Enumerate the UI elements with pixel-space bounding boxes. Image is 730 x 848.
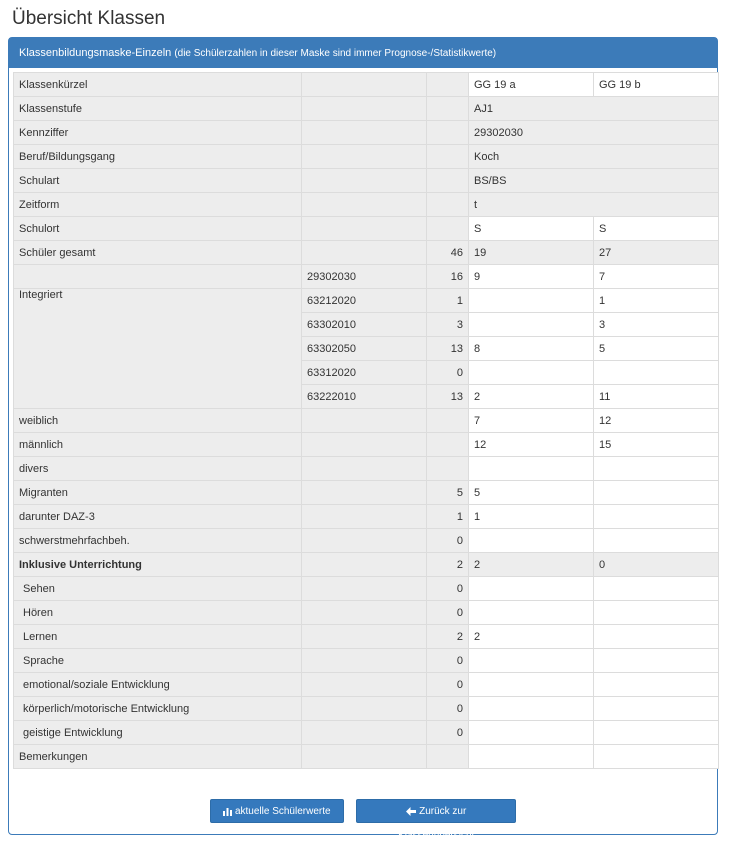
row-sub bbox=[302, 73, 427, 97]
class-b-value: 0 bbox=[594, 553, 719, 577]
row-sub bbox=[302, 577, 427, 601]
row-sub bbox=[302, 169, 427, 193]
table-row bbox=[14, 193, 719, 217]
page-title: Übersicht Klassen bbox=[12, 8, 166, 29]
class-b-value bbox=[594, 505, 719, 529]
row-total: 0 bbox=[427, 601, 469, 625]
table-row bbox=[14, 409, 719, 433]
class-b-value bbox=[594, 601, 719, 625]
row-sub bbox=[302, 649, 427, 673]
table-row bbox=[14, 265, 719, 289]
row-sub bbox=[302, 457, 427, 481]
class-a-value: 5 bbox=[469, 481, 594, 505]
table-row bbox=[14, 673, 719, 697]
class-b-value: S bbox=[594, 217, 719, 241]
current-student-values-label: aktuelle Schülerwerte bbox=[234, 806, 331, 817]
row-label: Schulart bbox=[14, 169, 302, 193]
row-label: Klassenkürzel bbox=[14, 73, 302, 97]
class-b-value: 15 bbox=[594, 433, 719, 457]
class-b-remark bbox=[594, 745, 719, 769]
row-sub bbox=[302, 601, 427, 625]
row-total: 0 bbox=[427, 529, 469, 553]
row-total: 0 bbox=[427, 577, 469, 601]
class-b-value: 3 bbox=[594, 313, 719, 337]
class-a-value bbox=[469, 649, 594, 673]
class-level-value: AJ1 bbox=[469, 97, 719, 121]
table-row bbox=[14, 745, 719, 769]
table-row bbox=[14, 457, 719, 481]
class-b-value: 27 bbox=[594, 241, 719, 265]
row-label: geistige Entwicklung bbox=[14, 721, 302, 745]
row-sub bbox=[302, 433, 427, 457]
class-b-value bbox=[594, 673, 719, 697]
class-a-value bbox=[469, 577, 594, 601]
table-row bbox=[14, 289, 719, 313]
arrow-left-icon bbox=[406, 807, 416, 816]
row-label: Beruf/Bildungsgang bbox=[14, 145, 302, 169]
class-a-value bbox=[469, 289, 594, 313]
row-label: Sehen bbox=[14, 577, 302, 601]
row-total bbox=[427, 73, 469, 97]
row-sub bbox=[302, 409, 427, 433]
time-form-value: t bbox=[469, 193, 719, 217]
row-sub bbox=[302, 145, 427, 169]
row-label: Integriert bbox=[14, 289, 302, 409]
row-total: 0 bbox=[427, 649, 469, 673]
row-total bbox=[427, 217, 469, 241]
row-label bbox=[14, 265, 302, 289]
table-row bbox=[14, 217, 719, 241]
row-total: 1 bbox=[427, 289, 469, 313]
row-total: 13 bbox=[427, 337, 469, 361]
class-b-value: 12 bbox=[594, 409, 719, 433]
panel-footer bbox=[9, 798, 717, 841]
row-total: 2 bbox=[427, 553, 469, 577]
class-a-value: 2 bbox=[469, 625, 594, 649]
row-total: 13 bbox=[427, 385, 469, 409]
row-total: 46 bbox=[427, 241, 469, 265]
class-b-value bbox=[594, 649, 719, 673]
row-total bbox=[427, 121, 469, 145]
table-row bbox=[14, 241, 719, 265]
row-label: Migranten bbox=[14, 481, 302, 505]
row-total bbox=[427, 145, 469, 169]
class-b-value bbox=[594, 361, 719, 385]
table-row bbox=[14, 505, 719, 529]
row-label: darunter DAZ-3 bbox=[14, 505, 302, 529]
row-total: 3 bbox=[427, 313, 469, 337]
row-label: weiblich bbox=[14, 409, 302, 433]
row-label: Lernen bbox=[14, 625, 302, 649]
table-row bbox=[14, 481, 719, 505]
class-b-value bbox=[594, 697, 719, 721]
panel-title: Klassenbildungsmaske-Einzeln bbox=[19, 47, 172, 59]
table-row bbox=[14, 145, 719, 169]
class-a-value: 8 bbox=[469, 337, 594, 361]
class-a-value bbox=[469, 721, 594, 745]
row-sub bbox=[302, 241, 427, 265]
row-label: emotional/soziale Entwicklung bbox=[14, 673, 302, 697]
panel-subtitle: (die Schülerzahlen in dieser Maske sind immer Prognose-/Statistikwerte) bbox=[174, 48, 497, 59]
class-a-value: 2 bbox=[469, 385, 594, 409]
row-sub: 63312020 bbox=[302, 361, 427, 385]
row-sub bbox=[302, 721, 427, 745]
row-sub bbox=[302, 625, 427, 649]
row-total: 1 bbox=[427, 505, 469, 529]
table-row bbox=[14, 433, 719, 457]
class-a-value: 12 bbox=[469, 433, 594, 457]
table-row bbox=[14, 553, 719, 577]
row-label: Bemerkungen bbox=[14, 745, 302, 769]
class-data-table bbox=[13, 72, 719, 769]
row-total bbox=[427, 97, 469, 121]
class-a-value bbox=[469, 673, 594, 697]
table-row bbox=[14, 697, 719, 721]
row-sub: 63302050 bbox=[302, 337, 427, 361]
row-total bbox=[427, 745, 469, 769]
table-row bbox=[14, 577, 719, 601]
row-label: männlich bbox=[14, 433, 302, 457]
bar-chart-icon bbox=[223, 807, 232, 816]
row-total bbox=[427, 457, 469, 481]
class-b-value bbox=[594, 529, 719, 553]
class-b-code: GG 19 b bbox=[594, 73, 719, 97]
row-sub: 29302030 bbox=[302, 265, 427, 289]
class-a-code: GG 19 a bbox=[469, 73, 594, 97]
row-total: 2 bbox=[427, 625, 469, 649]
row-sub bbox=[302, 193, 427, 217]
row-sub bbox=[302, 553, 427, 577]
table-row bbox=[14, 169, 719, 193]
row-total bbox=[427, 193, 469, 217]
row-sub bbox=[302, 529, 427, 553]
class-a-value: 19 bbox=[469, 241, 594, 265]
class-a-value bbox=[469, 313, 594, 337]
row-label: körperlich/motorische Entwicklung bbox=[14, 697, 302, 721]
table-row bbox=[14, 649, 719, 673]
row-sub bbox=[302, 97, 427, 121]
row-label: schwerstmehrfachbeh. bbox=[14, 529, 302, 553]
row-sub bbox=[302, 121, 427, 145]
row-sub bbox=[302, 481, 427, 505]
back-to-class-overview-label: Zurück zur Klassenübersicht bbox=[398, 806, 475, 841]
school-type-value: BS/BS bbox=[469, 169, 719, 193]
row-total: 0 bbox=[427, 673, 469, 697]
table-row bbox=[14, 625, 719, 649]
row-sub: 63222010 bbox=[302, 385, 427, 409]
class-b-value bbox=[594, 457, 719, 481]
panel-heading bbox=[9, 38, 717, 68]
row-sub: 63212020 bbox=[302, 289, 427, 313]
class-b-value: 1 bbox=[594, 289, 719, 313]
row-sub: 63302010 bbox=[302, 313, 427, 337]
row-sub bbox=[302, 217, 427, 241]
class-a-value: S bbox=[469, 217, 594, 241]
class-a-value: 1 bbox=[469, 505, 594, 529]
class-b-value: 5 bbox=[594, 337, 719, 361]
class-a-value: 9 bbox=[469, 265, 594, 289]
table-row bbox=[14, 121, 719, 145]
code-number-value: 29302030 bbox=[469, 121, 719, 145]
class-b-value bbox=[594, 625, 719, 649]
row-sub bbox=[302, 745, 427, 769]
class-a-value bbox=[469, 697, 594, 721]
table-row bbox=[14, 601, 719, 625]
class-b-value: 7 bbox=[594, 265, 719, 289]
profession-value: Koch bbox=[469, 145, 719, 169]
class-a-value: 2 bbox=[469, 553, 594, 577]
row-total bbox=[427, 433, 469, 457]
table-row bbox=[14, 73, 719, 97]
class-a-remark bbox=[469, 745, 594, 769]
class-a-value bbox=[469, 361, 594, 385]
table-row bbox=[14, 721, 719, 745]
row-label: Hören bbox=[14, 601, 302, 625]
row-label: Kennziffer bbox=[14, 121, 302, 145]
table-row bbox=[14, 529, 719, 553]
row-label: Sprache bbox=[14, 649, 302, 673]
row-total bbox=[427, 409, 469, 433]
row-total: 0 bbox=[427, 361, 469, 385]
class-a-value bbox=[469, 457, 594, 481]
row-total: 5 bbox=[427, 481, 469, 505]
class-a-value bbox=[469, 529, 594, 553]
row-total: 0 bbox=[427, 697, 469, 721]
panel-body bbox=[9, 68, 717, 769]
class-b-value bbox=[594, 577, 719, 601]
row-label: Schüler gesamt bbox=[14, 241, 302, 265]
current-student-values-button[interactable] bbox=[210, 799, 344, 823]
row-sub bbox=[302, 673, 427, 697]
row-total: 0 bbox=[427, 721, 469, 745]
row-label: Klassenstufe bbox=[14, 97, 302, 121]
class-a-value: 7 bbox=[469, 409, 594, 433]
row-total bbox=[427, 169, 469, 193]
row-label: Zeitform bbox=[14, 193, 302, 217]
row-label: divers bbox=[14, 457, 302, 481]
class-formation-panel bbox=[8, 37, 718, 841]
row-total: 16 bbox=[427, 265, 469, 289]
class-b-value bbox=[594, 481, 719, 505]
row-label: Schulort bbox=[14, 217, 302, 241]
row-label: Inklusive Unterrichtung bbox=[14, 553, 302, 577]
class-a-value bbox=[469, 601, 594, 625]
class-b-value bbox=[594, 721, 719, 745]
class-b-value: 11 bbox=[594, 385, 719, 409]
row-sub bbox=[302, 697, 427, 721]
row-sub bbox=[302, 505, 427, 529]
table-row bbox=[14, 97, 719, 121]
back-to-class-overview-button[interactable] bbox=[356, 799, 516, 841]
